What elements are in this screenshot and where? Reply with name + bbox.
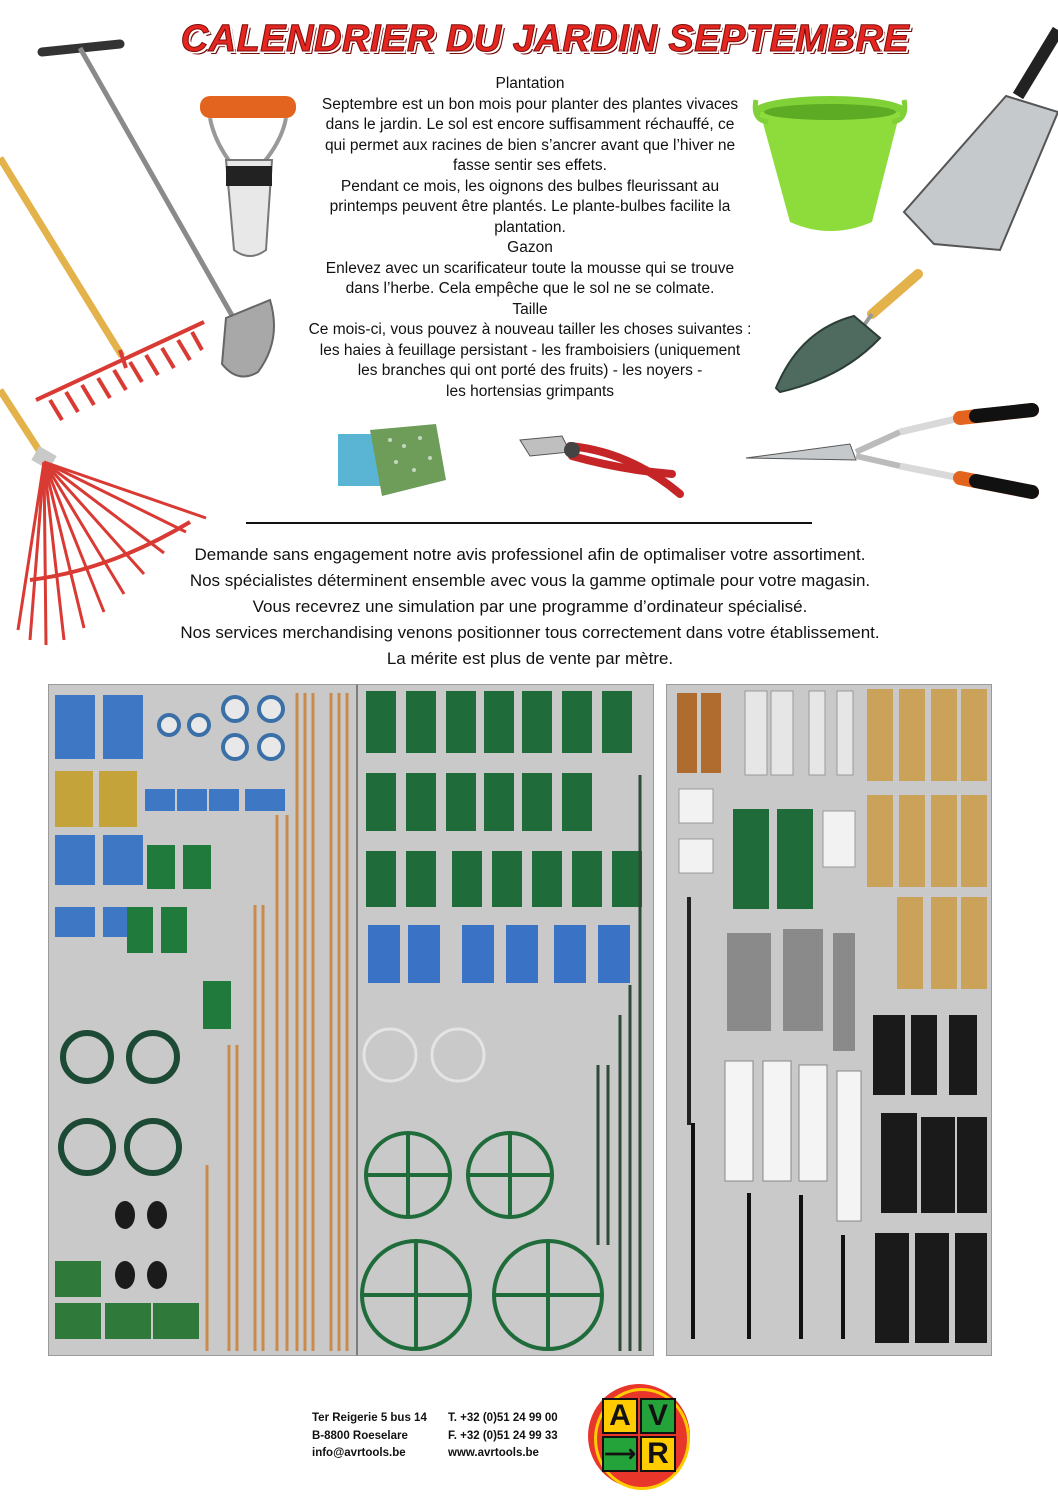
gloves-icon bbox=[338, 424, 446, 496]
spade-icon bbox=[904, 30, 1058, 250]
article-heading-taille: Taille bbox=[512, 300, 548, 318]
article-text bbox=[290, 74, 770, 402]
hedge-shears-icon bbox=[746, 410, 1032, 492]
plant-support-products-illustration bbox=[358, 685, 656, 1357]
article-line: qui permet aux racines de bien s’ancrer avant que l’hiver ne bbox=[324, 136, 736, 154]
article-line: Pendant ce mois, les oignons des bulbes fleurissant au bbox=[340, 177, 720, 195]
article-line: les branches qui ont porté des fruits) - les noyers - bbox=[357, 362, 703, 379]
pitch-line: Vous recevrez une simulation par une programme d’ordinateur spécialisé. bbox=[252, 597, 808, 616]
footer-address bbox=[312, 1410, 442, 1463]
article-line: dans le jardin. Le sol est encore suffisamment réchauffé, ce bbox=[325, 116, 735, 133]
article-line: Enlevez avec un scarificateur toute la mousse qui se trouve bbox=[325, 259, 735, 277]
bucket-icon bbox=[754, 96, 906, 231]
trowel-icon bbox=[776, 274, 918, 392]
pitch-line: Nos spécialistes déterminent ensemble avec vous la gamme optimale pour votre magasin. bbox=[189, 571, 871, 590]
logo-arrow-icon: ⟶ bbox=[602, 1436, 638, 1472]
email-link[interactable]: info@avrtools.be bbox=[312, 1447, 406, 1459]
article-heading-plantation: Plantation bbox=[495, 75, 565, 92]
article-line: printemps peuvent être plantés. Le plante-bulbes facilite la bbox=[329, 198, 731, 215]
article-line: dans l’herbe. Cela empêche que le sol ne se colmate. bbox=[345, 280, 715, 297]
bulb-planter-icon bbox=[200, 96, 296, 256]
article-line: les haies à feuillage persistant - les framboisiers (uniquement bbox=[319, 341, 741, 359]
fax-number: F. +32 (0)51 24 99 33 bbox=[448, 1429, 558, 1442]
article-line: Septembre est un bon mois pour planter des plantes vivaces bbox=[321, 95, 739, 113]
logo-letter-v: V bbox=[640, 1398, 676, 1434]
article-line: plantation. bbox=[494, 218, 566, 236]
merchandising-pitch bbox=[150, 542, 910, 672]
pitch-line: Nos services merchandising venons positionner tous correctement dans votre établissement. bbox=[180, 623, 880, 642]
avr-logo bbox=[588, 1384, 690, 1488]
article-line: fasse sentir ses effets. bbox=[453, 157, 607, 174]
pitch-line: Demande sans engagement notre avis professionel afin de optimaliser votre assortiment. bbox=[194, 545, 866, 564]
pruner-icon bbox=[520, 436, 680, 494]
garden-accessories-display bbox=[48, 684, 654, 1356]
page-title: CALENDRIER DU JARDIN SEPTEMBRE bbox=[180, 18, 910, 60]
address-street: Ter Reigerie 5 bus 14 bbox=[312, 1412, 427, 1424]
phone-number: T. +32 (0)51 24 99 00 bbox=[448, 1412, 558, 1424]
pitch-line: La mérite est plus de vente par mètre. bbox=[386, 649, 674, 668]
rake-icon bbox=[0, 158, 204, 420]
footer-contact bbox=[448, 1410, 578, 1463]
article-line: les hortensias grimpants bbox=[446, 382, 614, 400]
article-line: Ce mois-ci, vous pouvez à nouveau tailler les choses suivantes : bbox=[308, 321, 752, 338]
address-city: B-8800 Roeselare bbox=[312, 1429, 408, 1442]
logo-letter-a: A bbox=[602, 1398, 638, 1434]
thermometers-products-illustration bbox=[667, 685, 993, 1357]
logo-letter-r: R bbox=[640, 1436, 676, 1472]
thermometers-display bbox=[666, 684, 992, 1356]
section-divider bbox=[246, 522, 812, 524]
article-heading-gazon: Gazon bbox=[507, 239, 553, 256]
website-link[interactable]: www.avrtools.be bbox=[448, 1447, 539, 1459]
